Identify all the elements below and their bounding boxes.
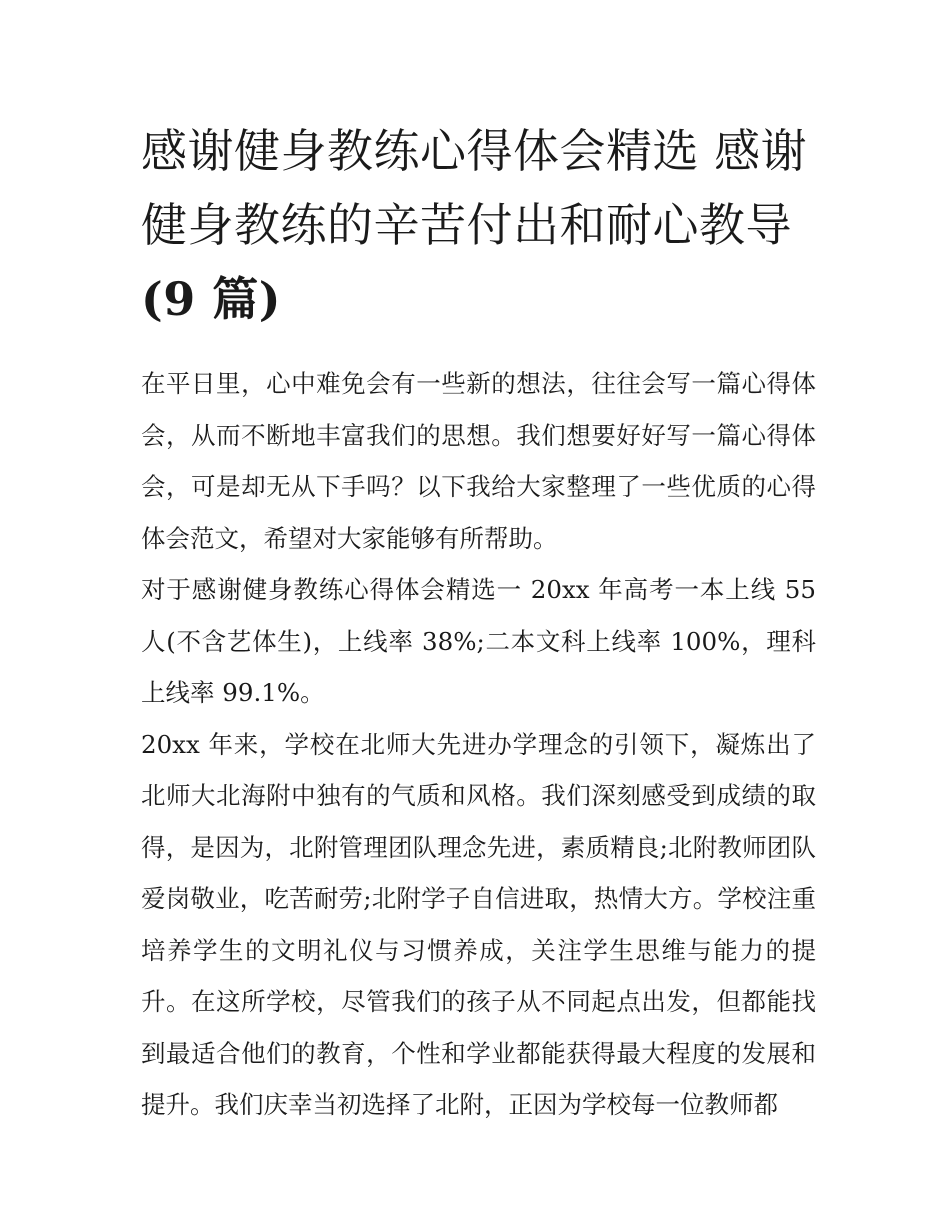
paragraph-intro: 在平日里，心中难免会有一些新的想法，往往会写一篇心得体会，从而不断地丰富我们的思想。我们想要好好写一篇心得体会，可是却无从下手吗？以下我给大家整理了一些优质的心得体会范文，希望对大家能够有所帮助。 [141, 369, 816, 553]
document-title [141, 114, 816, 336]
document-title-main: 感谢健身教练心得体会精选 感谢健身教练的辛苦付出和耐心教导 [141, 124, 808, 252]
document-title-suffix: (9 篇) [141, 272, 282, 326]
paragraph-results: 对于感谢健身教练心得体会精选一 20xx 年高考一本上线 55 人(不含艺体生)，上线率 38%;二本文科上线率 100%，理科上线率 99.1%。 [141, 575, 816, 707]
paragraph-school: 20xx 年来，学校在北师大先进办学理念的引领下，凝炼出了北师大北海附中独有的气质和风格。我们深刻感受到成绩的取得，是因为，北附管理团队理念先进，素质精良;北附教师团队爱岗敬业，吃苦耐劳;北附学子自信进取，热情大方。学校注重培养学生的文明礼仪与习惯养成，关注学生思维与能力的提升。在这所学校，尽管我们的孩子从不同起点出发，但都能找到最适合他们的教育，个性和学业都能获得最大程度的发展和提升。我们庆幸当初选择了北附，正因为学校每一位教师都 [141, 729, 816, 1119]
document-body [141, 114, 816, 1131]
